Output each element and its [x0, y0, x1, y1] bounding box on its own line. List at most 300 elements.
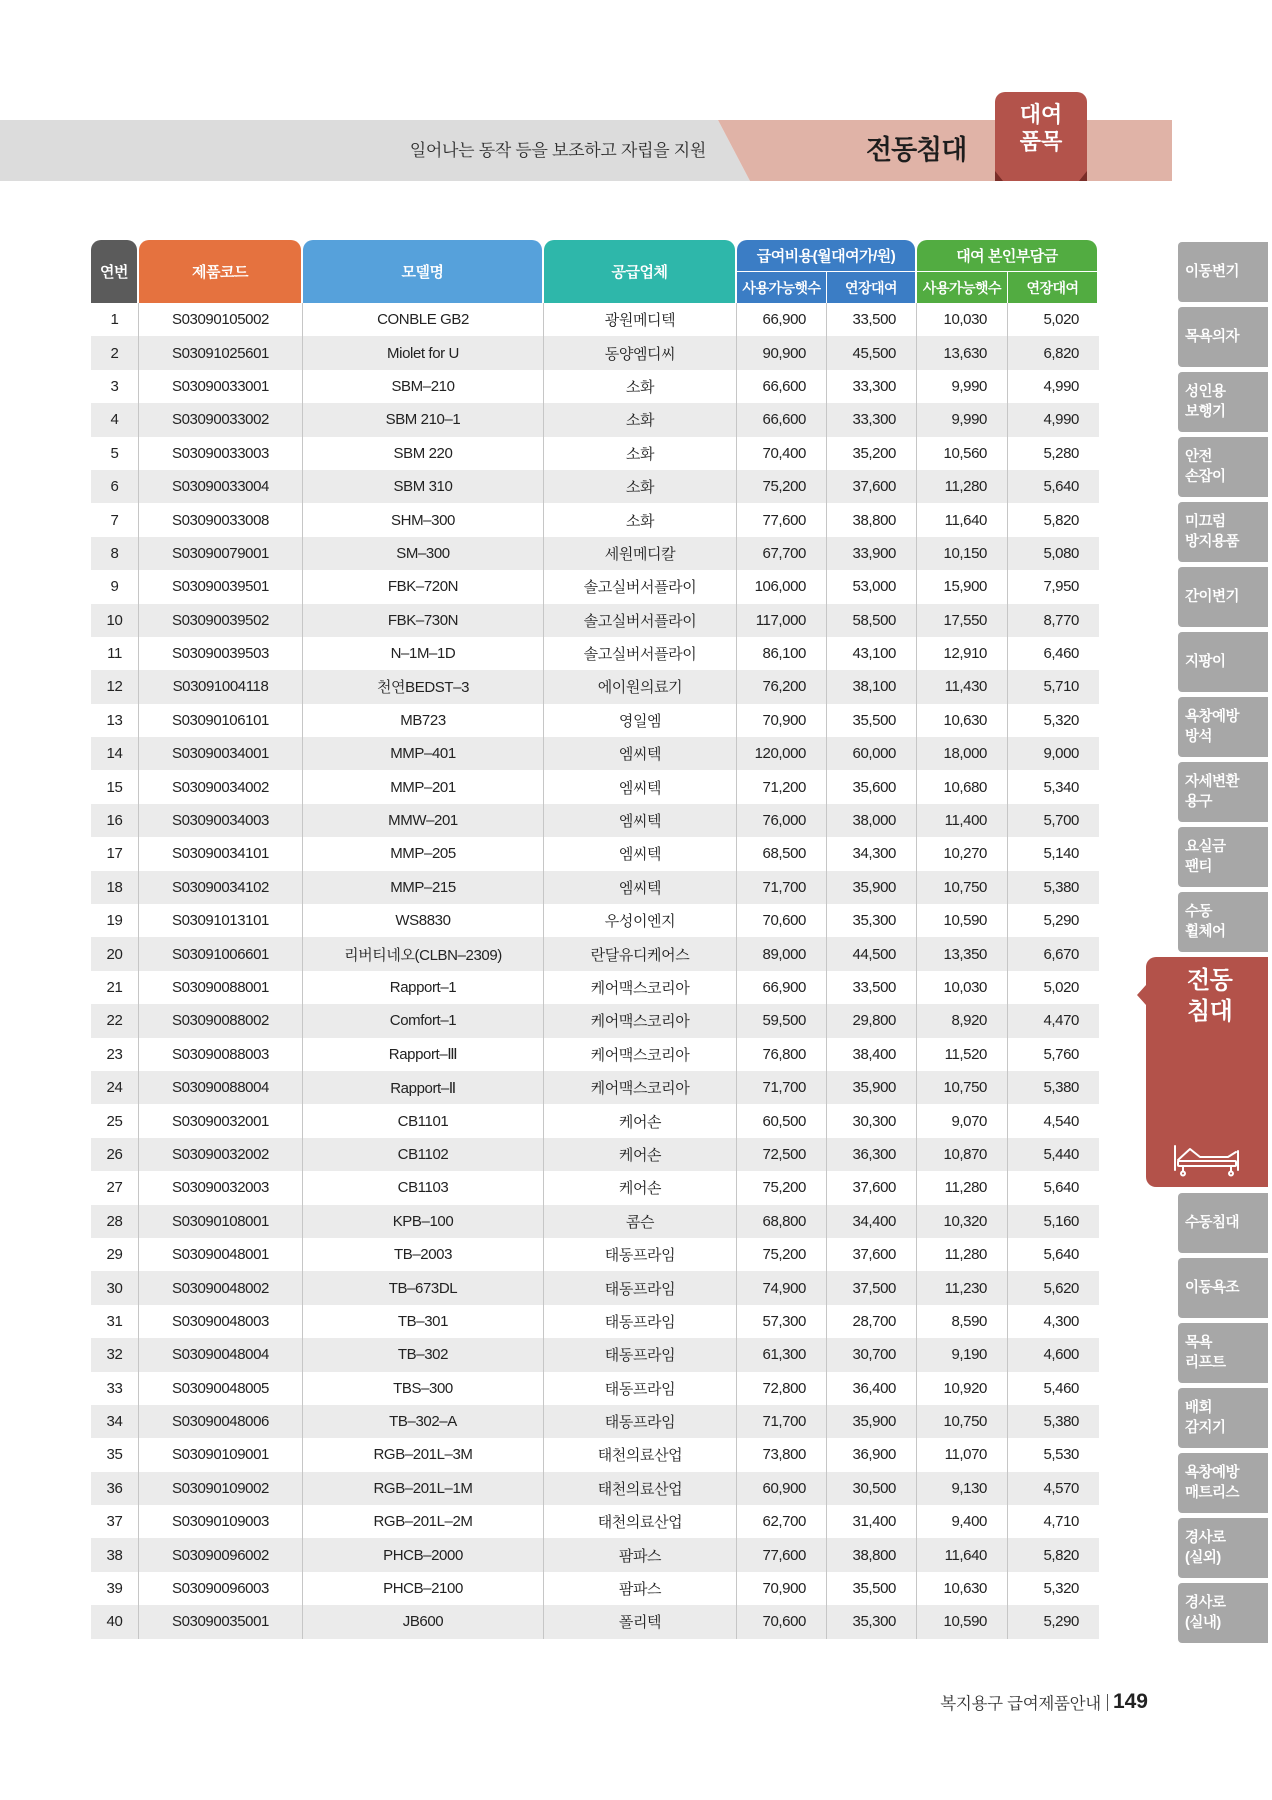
model-name-cell: MMW–201: [303, 804, 544, 837]
supplier-cell: 솔고실버서플라이: [544, 604, 737, 637]
row-number-cell: 11: [91, 637, 139, 670]
model-name-cell: PHCB–2000: [303, 1538, 544, 1571]
row-number-cell: 27: [91, 1171, 139, 1204]
copay-years-cell: 10,630: [917, 1572, 1008, 1605]
row-number-cell: 4: [91, 403, 139, 436]
supplier-cell: 소화: [544, 437, 737, 470]
benefit-extended-cell: 35,900: [827, 871, 917, 904]
table-row: [91, 770, 1099, 803]
copay-extended-cell: 7,950: [1043, 578, 1079, 596]
supplier-cell: 케어손: [544, 1171, 737, 1204]
copay-years-cell: 17,550: [917, 604, 1008, 637]
benefit-years-cell: 117,000: [737, 604, 827, 637]
model-name-cell: MMP–205: [303, 837, 544, 870]
supplier-cell: 케어맥스코리아: [544, 1004, 737, 1037]
table-row: [91, 537, 1099, 570]
benefit-years-cell: 67,700: [737, 537, 827, 570]
product-code-cell: S03090033001: [139, 370, 303, 403]
index-tab-label: 요실금: [1185, 839, 1226, 855]
table-row: [91, 804, 1099, 837]
badge-fold-right: [1079, 171, 1087, 181]
copay-years-cell: 10,030: [917, 971, 1008, 1004]
copay-extended-cell: 5,290: [1043, 1613, 1079, 1631]
supplier-cell: 태동프라임: [544, 1372, 737, 1405]
copay-extended-cell: 4,990: [1043, 411, 1079, 429]
model-name-cell: SBM 220: [303, 437, 544, 470]
copay-years-cell: 9,070: [917, 1104, 1008, 1137]
copay-years-cell: 10,750: [917, 871, 1008, 904]
row-number-cell: 25: [91, 1104, 139, 1137]
product-code-cell: S03090088003: [139, 1038, 303, 1071]
supplier-cell: 태동프라임: [544, 1271, 737, 1304]
active-tab-pointer: [1137, 985, 1146, 1005]
model-name-cell: RGB–201L–3M: [303, 1438, 544, 1471]
benefit-years-cell: 70,900: [737, 704, 827, 737]
copay-years-cell: 9,400: [917, 1505, 1008, 1538]
row-number-cell: 15: [91, 770, 139, 803]
footer-label: 복지용구 급여제품안내: [940, 1695, 1101, 1713]
benefit-extended-cell: 38,100: [827, 670, 917, 703]
supplier-cell: 케어맥스코리아: [544, 1071, 737, 1104]
model-name-cell: TB–301: [303, 1305, 544, 1338]
index-tab-label: 경사로: [1185, 1530, 1226, 1546]
product-code-cell: S03090048002: [139, 1271, 303, 1304]
benefit-years-cell: 120,000: [737, 737, 827, 770]
benefit-years-cell: 71,200: [737, 770, 827, 803]
product-code-cell: S03090048001: [139, 1238, 303, 1271]
row-number-cell: 12: [91, 670, 139, 703]
benefit-years-cell: 77,600: [737, 1538, 827, 1571]
table-row: [91, 1438, 1099, 1471]
column-header-copay-extended: 연장대여: [1008, 272, 1097, 303]
row-number-cell: 38: [91, 1538, 139, 1571]
benefit-extended-cell: 33,500: [827, 971, 917, 1004]
supplier-cell: 엠씨텍: [544, 804, 737, 837]
model-name-cell: TB–302: [303, 1338, 544, 1371]
table-row: [91, 570, 1099, 603]
copay-extended-cell: 5,380: [1043, 878, 1079, 896]
supplier-cell: 케어손: [544, 1138, 737, 1171]
row-number-cell: 30: [91, 1271, 139, 1304]
supplier-cell: 케어맥스코리아: [544, 1038, 737, 1071]
table-row: [91, 1305, 1099, 1338]
benefit-years-cell: 77,600: [737, 503, 827, 536]
table-row: [91, 1238, 1099, 1271]
benefit-years-cell: 75,200: [737, 1171, 827, 1204]
benefit-extended-cell: 34,300: [827, 837, 917, 870]
copay-extended-cell: 4,470: [1043, 1012, 1079, 1030]
copay-extended-cell: 5,820: [1043, 1546, 1079, 1564]
product-code-cell: S03090035001: [139, 1605, 303, 1638]
row-number-cell: 29: [91, 1238, 139, 1271]
copay-years-cell: 10,590: [917, 904, 1008, 937]
copay-extended-cell: 4,570: [1043, 1479, 1079, 1497]
row-number-cell: 5: [91, 437, 139, 470]
benefit-extended-cell: 37,600: [827, 470, 917, 503]
column-header-benefit-extended: 연장대여: [827, 272, 915, 303]
benefit-years-cell: 70,900: [737, 1572, 827, 1605]
model-name-cell: Comfort–1: [303, 1004, 544, 1037]
row-number-cell: 18: [91, 871, 139, 904]
benefit-extended-cell: 37,600: [827, 1171, 917, 1204]
benefit-extended-cell: 60,000: [827, 737, 917, 770]
copay-years-cell: 11,280: [917, 1171, 1008, 1204]
product-code-cell: S03090033003: [139, 437, 303, 470]
copay-years-cell: 11,230: [917, 1271, 1008, 1304]
index-tab-label: 자세변환: [1185, 774, 1240, 790]
footer-separator: [1107, 1694, 1108, 1711]
index-tab: [1178, 502, 1268, 562]
table-row: [91, 403, 1099, 436]
product-code-cell: S03090039501: [139, 570, 303, 603]
benefit-extended-cell: 33,900: [827, 537, 917, 570]
copay-extended-cell: 5,320: [1043, 711, 1079, 729]
product-code-cell: S03090039502: [139, 604, 303, 637]
copay-years-cell: 10,030: [917, 303, 1008, 336]
benefit-extended-cell: 35,500: [827, 704, 917, 737]
product-code-cell: S03090105002: [139, 303, 303, 336]
copay-extended-cell: 5,380: [1043, 1079, 1079, 1097]
copay-extended-cell: 6,460: [1043, 645, 1079, 663]
benefit-years-cell: 70,400: [737, 437, 827, 470]
table-row: [91, 1505, 1099, 1538]
copay-extended-cell: 4,300: [1043, 1312, 1079, 1330]
copay-years-cell: 13,350: [917, 937, 1008, 970]
table-row: [91, 1271, 1099, 1304]
benefit-extended-cell: 38,000: [827, 804, 917, 837]
product-code-cell: S03090034001: [139, 737, 303, 770]
copay-years-cell: 12,910: [917, 637, 1008, 670]
index-tab: [1178, 1388, 1268, 1448]
copay-years-cell: 11,430: [917, 670, 1008, 703]
copay-years-cell: 11,400: [917, 804, 1008, 837]
product-code-cell: S03090033004: [139, 470, 303, 503]
benefit-years-cell: 66,600: [737, 370, 827, 403]
index-tab: [1178, 1193, 1268, 1253]
supplier-cell: 소화: [544, 370, 737, 403]
copay-extended-cell: 4,710: [1043, 1513, 1079, 1531]
table-row: [91, 1605, 1099, 1638]
model-name-cell: MMP–201: [303, 770, 544, 803]
model-name-cell: 리버티네오(CLBN–2309): [303, 937, 544, 970]
index-tab-label: 미끄럼: [1185, 514, 1226, 530]
row-number-cell: 31: [91, 1305, 139, 1338]
product-code-cell: S03091025601: [139, 336, 303, 369]
page-footer: [900, 1688, 1148, 1716]
row-number-cell: 40: [91, 1605, 139, 1638]
product-code-cell: S03090096003: [139, 1572, 303, 1605]
benefit-years-cell: 72,800: [737, 1372, 827, 1405]
table-row: [91, 1472, 1099, 1505]
benefit-years-cell: 66,600: [737, 403, 827, 436]
benefit-extended-cell: 33,300: [827, 370, 917, 403]
index-tab: [1178, 892, 1268, 952]
column-header-benefit-years: 사용가능햇수: [737, 272, 826, 303]
row-number-cell: 3: [91, 370, 139, 403]
row-number-cell: 26: [91, 1138, 139, 1171]
product-code-cell: S03091006601: [139, 937, 303, 970]
index-tab-label: 이동욕조: [1185, 1280, 1240, 1296]
product-code-cell: S03090109002: [139, 1472, 303, 1505]
model-name-cell: Miolet for U: [303, 336, 544, 369]
index-tab-label: 방석: [1185, 729, 1213, 745]
benefit-extended-cell: 30,300: [827, 1104, 917, 1137]
copay-years-cell: 10,870: [917, 1138, 1008, 1171]
row-number-cell: 2: [91, 336, 139, 369]
model-name-cell: CB1102: [303, 1138, 544, 1171]
copay-extended-cell: 5,160: [1043, 1212, 1079, 1230]
benefit-years-cell: 66,900: [737, 971, 827, 1004]
product-code-cell: S03090034002: [139, 770, 303, 803]
model-name-cell: JB600: [303, 1605, 544, 1638]
table-row: [91, 1205, 1099, 1238]
benefit-extended-cell: 36,400: [827, 1372, 917, 1405]
benefit-years-cell: 73,800: [737, 1438, 827, 1471]
table-row: [91, 837, 1099, 870]
row-number-cell: 21: [91, 971, 139, 1004]
index-tab-label: 수동침대: [1185, 1215, 1240, 1231]
copay-years-cell: 8,590: [917, 1305, 1008, 1338]
model-name-cell: MB723: [303, 704, 544, 737]
benefit-years-cell: 70,600: [737, 1605, 827, 1638]
supplier-cell: 우성이엔지: [544, 904, 737, 937]
product-code-cell: S03090048003: [139, 1305, 303, 1338]
index-tab-label: 간이변기: [1185, 589, 1240, 605]
supplier-cell: 세원메디칼: [544, 537, 737, 570]
benefit-extended-cell: 37,500: [827, 1271, 917, 1304]
index-tab-label: 손잡이: [1185, 469, 1226, 485]
copay-extended-cell: 5,080: [1043, 544, 1079, 562]
section-subtitle: 일어나는 동작 등을 보조하고 자립을 지원: [409, 141, 706, 160]
table-row: [91, 904, 1099, 937]
model-name-cell: TB–2003: [303, 1238, 544, 1271]
benefit-extended-cell: 35,300: [827, 904, 917, 937]
supplier-cell: 동양엠디씨: [544, 336, 737, 369]
model-name-cell: SBM–210: [303, 370, 544, 403]
index-tab-label: 휠체어: [1185, 924, 1226, 940]
copay-extended-cell: 6,670: [1043, 945, 1079, 963]
supplier-cell: 태동프라임: [544, 1405, 737, 1438]
table-row: [91, 704, 1099, 737]
benefit-years-cell: 70,600: [737, 904, 827, 937]
table-row: [91, 1405, 1099, 1438]
index-tab-label: 목욕의자: [1185, 329, 1240, 345]
row-number-cell: 39: [91, 1572, 139, 1605]
benefit-extended-cell: 35,200: [827, 437, 917, 470]
badge-fold-left: [995, 171, 1003, 181]
product-code-cell: S03090108001: [139, 1205, 303, 1238]
model-name-cell: RGB–201L–2M: [303, 1505, 544, 1538]
page-number: 149: [1112, 1690, 1148, 1713]
index-tab-label: 방지용품: [1185, 534, 1240, 550]
copay-years-cell: 10,630: [917, 704, 1008, 737]
copay-years-cell: 9,990: [917, 403, 1008, 436]
benefit-extended-cell: 38,800: [827, 1538, 917, 1571]
benefit-extended-cell: 37,600: [827, 1238, 917, 1271]
supplier-cell: 엠씨텍: [544, 837, 737, 870]
supplier-cell: 태천의료산업: [544, 1472, 737, 1505]
copay-extended-cell: 5,460: [1043, 1379, 1079, 1397]
index-tab-label: (실외): [1185, 1550, 1221, 1566]
copay-extended-cell: 5,280: [1043, 444, 1079, 462]
supplier-cell: 솔고실버서플라이: [544, 637, 737, 670]
copay-years-cell: 10,680: [917, 770, 1008, 803]
model-name-cell: FBK–720N: [303, 570, 544, 603]
column-header-supplier: 공급업체: [544, 240, 735, 303]
rental-badge: [995, 92, 1087, 181]
benefit-extended-cell: 58,500: [827, 604, 917, 637]
copay-years-cell: 9,990: [917, 370, 1008, 403]
model-name-cell: MMP–215: [303, 871, 544, 904]
product-code-cell: S03090048005: [139, 1372, 303, 1405]
copay-years-cell: 18,000: [917, 737, 1008, 770]
index-tab: [1178, 1583, 1268, 1643]
benefit-extended-cell: 35,900: [827, 1405, 917, 1438]
index-tab-label: 안전: [1185, 449, 1213, 465]
benefit-extended-cell: 36,300: [827, 1138, 917, 1171]
rental-badge-line-2: 품목: [1019, 129, 1063, 154]
copay-years-cell: 15,900: [917, 570, 1008, 603]
table-row: [91, 503, 1099, 536]
index-tab-label: 배회: [1185, 1400, 1213, 1416]
supplier-cell: 태동프라임: [544, 1305, 737, 1338]
model-name-cell: Rapport–Ⅱ: [303, 1071, 544, 1104]
benefit-years-cell: 71,700: [737, 871, 827, 904]
product-code-cell: S03090033002: [139, 403, 303, 436]
column-header-number: 연번: [91, 240, 137, 303]
index-tab: [1178, 827, 1268, 887]
product-code-cell: S03090088002: [139, 1004, 303, 1037]
row-number-cell: 24: [91, 1071, 139, 1104]
model-name-cell: WS8830: [303, 904, 544, 937]
index-tab-label: 지팡이: [1185, 654, 1226, 670]
copay-years-cell: 11,280: [917, 1238, 1008, 1271]
index-tab: [1178, 567, 1268, 627]
model-name-cell: KPB–100: [303, 1205, 544, 1238]
model-name-cell: TB–302–A: [303, 1405, 544, 1438]
benefit-years-cell: 61,300: [737, 1338, 827, 1371]
model-name-cell: RGB–201L–1M: [303, 1472, 544, 1505]
benefit-years-cell: 71,700: [737, 1071, 827, 1104]
copay-years-cell: 10,320: [917, 1205, 1008, 1238]
row-number-cell: 16: [91, 804, 139, 837]
copay-extended-cell: 9,000: [1043, 745, 1079, 763]
row-number-cell: 20: [91, 937, 139, 970]
bed-icon: [1170, 1137, 1242, 1177]
supplier-cell: 콤슨: [544, 1205, 737, 1238]
product-code-cell: S03090109003: [139, 1505, 303, 1538]
index-tab-label: 감지기: [1185, 1420, 1226, 1436]
benefit-years-cell: 62,700: [737, 1505, 827, 1538]
index-tab: [1178, 1518, 1268, 1578]
copay-extended-cell: 5,710: [1043, 678, 1079, 696]
model-name-cell: SBM 310: [303, 470, 544, 503]
copay-years-cell: 10,590: [917, 1605, 1008, 1638]
product-code-cell: S03090032002: [139, 1138, 303, 1171]
index-tab-label: 욕창예방: [1185, 709, 1240, 725]
copay-extended-cell: 5,640: [1043, 1179, 1079, 1197]
copay-years-cell: 10,150: [917, 537, 1008, 570]
supplier-cell: 태동프라임: [544, 1338, 737, 1371]
benefit-years-cell: 59,500: [737, 1004, 827, 1037]
benefit-extended-cell: 28,700: [827, 1305, 917, 1338]
product-code-cell: S03090032003: [139, 1171, 303, 1204]
supplier-cell: 케어손: [544, 1104, 737, 1137]
index-tab: [1178, 372, 1268, 432]
index-tab: [1178, 762, 1268, 822]
row-number-cell: 32: [91, 1338, 139, 1371]
product-code-cell: S03090079001: [139, 537, 303, 570]
table-row: [91, 737, 1099, 770]
index-tab-label: (실내): [1185, 1615, 1221, 1631]
table-row: [91, 1004, 1099, 1037]
column-header-product-code: 제품코드: [139, 240, 301, 303]
model-name-cell: FBK–730N: [303, 604, 544, 637]
supplier-cell: 엠씨텍: [544, 737, 737, 770]
copay-years-cell: 11,520: [917, 1038, 1008, 1071]
index-tab: [1178, 1323, 1268, 1383]
benefit-extended-cell: 38,800: [827, 503, 917, 536]
index-tab-label: 매트리스: [1185, 1485, 1240, 1501]
table-row: [91, 303, 1099, 336]
row-number-cell: 8: [91, 537, 139, 570]
table-row: [91, 1171, 1099, 1204]
column-group-copay: 대여 본인부담금: [917, 240, 1097, 271]
product-code-cell: S03090034102: [139, 871, 303, 904]
product-code-cell: S03090034101: [139, 837, 303, 870]
row-number-cell: 14: [91, 737, 139, 770]
benefit-years-cell: 75,200: [737, 470, 827, 503]
index-tab-label: 경사로: [1185, 1595, 1226, 1611]
table-row: [91, 470, 1099, 503]
product-code-cell: S03090106101: [139, 704, 303, 737]
index-tab-label: 성인용: [1185, 384, 1226, 400]
index-tab-label: 팬티: [1185, 859, 1213, 875]
benefit-extended-cell: 35,300: [827, 1605, 917, 1638]
benefit-years-cell: 76,200: [737, 670, 827, 703]
table-row: [91, 1372, 1099, 1405]
supplier-cell: 폴리텍: [544, 1605, 737, 1638]
product-code-cell: S03090048006: [139, 1405, 303, 1438]
row-number-cell: 34: [91, 1405, 139, 1438]
model-name-cell: SBM 210–1: [303, 403, 544, 436]
benefit-years-cell: 68,500: [737, 837, 827, 870]
table-row: [91, 1538, 1099, 1571]
copay-extended-cell: 5,290: [1043, 912, 1079, 930]
copay-extended-cell: 5,020: [1043, 979, 1079, 996]
column-header-model-name: 모델명: [303, 240, 542, 303]
product-code-cell: S03090109001: [139, 1438, 303, 1471]
copay-years-cell: 13,630: [917, 336, 1008, 369]
copay-extended-cell: 4,600: [1043, 1346, 1079, 1364]
copay-years-cell: 11,640: [917, 503, 1008, 536]
row-number-cell: 13: [91, 704, 139, 737]
index-tab-label: 전동: [1187, 967, 1233, 994]
benefit-years-cell: 57,300: [737, 1305, 827, 1338]
table-row: [91, 670, 1099, 703]
row-number-cell: 33: [91, 1372, 139, 1405]
product-code-cell: S03090096002: [139, 1538, 303, 1571]
benefit-years-cell: 72,500: [737, 1138, 827, 1171]
copay-extended-cell: 5,380: [1043, 1413, 1079, 1431]
index-tab: [1178, 632, 1268, 692]
benefit-years-cell: 89,000: [737, 937, 827, 970]
benefit-years-cell: 68,800: [737, 1205, 827, 1238]
model-name-cell: Rapport–1: [303, 971, 544, 1004]
copay-extended-cell: 5,530: [1043, 1446, 1079, 1464]
benefit-years-cell: 71,700: [737, 1405, 827, 1438]
supplier-cell: 소화: [544, 470, 737, 503]
